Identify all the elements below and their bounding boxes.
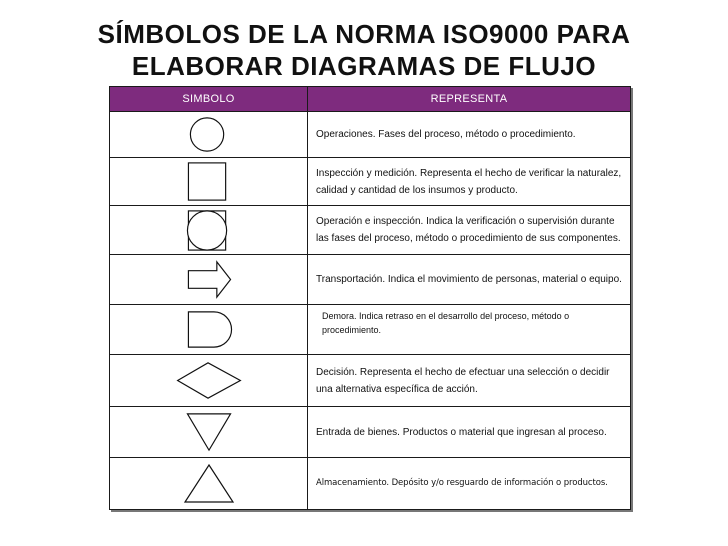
row-description: Demora. Indica retraso en el desarrollo del proceso, método o procedimiento. xyxy=(322,311,570,335)
table-row xyxy=(110,255,630,305)
header-symbol: SIMBOLO xyxy=(110,87,308,111)
row-description: Transportación. Indica el movimiento de personas, material o equipo. xyxy=(316,274,622,285)
row-description: Inspección y medición. Representa el hecho de verificar la naturalez, calidad y cantidad de los insumos y producto. xyxy=(316,167,622,196)
triangle-down-icon xyxy=(110,407,308,457)
circle-in-square-icon xyxy=(110,206,308,254)
row-description: Entrada de bienes. Productos o material que ingresan al proceso. xyxy=(316,426,607,438)
row-description: Operaciones. Fases del proceso, método o procedimiento. xyxy=(316,129,576,140)
delay-d-shape-icon xyxy=(110,305,308,354)
title-line-2: ELABORAR DIAGRAMAS DE FLUJO xyxy=(131,51,597,81)
page-title xyxy=(0,18,728,82)
table-row xyxy=(110,305,630,355)
symbols-table xyxy=(109,86,631,510)
triangle-up-icon xyxy=(110,458,308,509)
header-represents: REPRESENTA xyxy=(430,93,508,105)
table-row xyxy=(110,407,630,458)
row-description: Decisión. Representa el hecho de efectuar una selección o decidir una alternativa específica de acción. xyxy=(316,366,610,395)
square-icon xyxy=(110,158,308,205)
arrow-right-icon xyxy=(110,255,308,304)
table-row xyxy=(110,206,630,255)
row-description: Almacenamiento. Depósito y/o resguardo de información o productos. xyxy=(316,478,608,488)
table-header xyxy=(110,87,630,112)
table-row xyxy=(110,112,630,158)
table-row xyxy=(110,355,630,407)
row-description: Operación e inspección. Indica la verificación o supervisión durante las fases del proceso, método o procedimiento de sus componentes. xyxy=(316,216,621,244)
title-line-1: SÍMBOLOS DE LA NORMA ISO9000 PARA xyxy=(97,19,631,49)
table-row xyxy=(110,158,630,206)
diamond-icon xyxy=(110,355,308,406)
table-row xyxy=(110,458,630,509)
circle-icon xyxy=(110,112,308,157)
